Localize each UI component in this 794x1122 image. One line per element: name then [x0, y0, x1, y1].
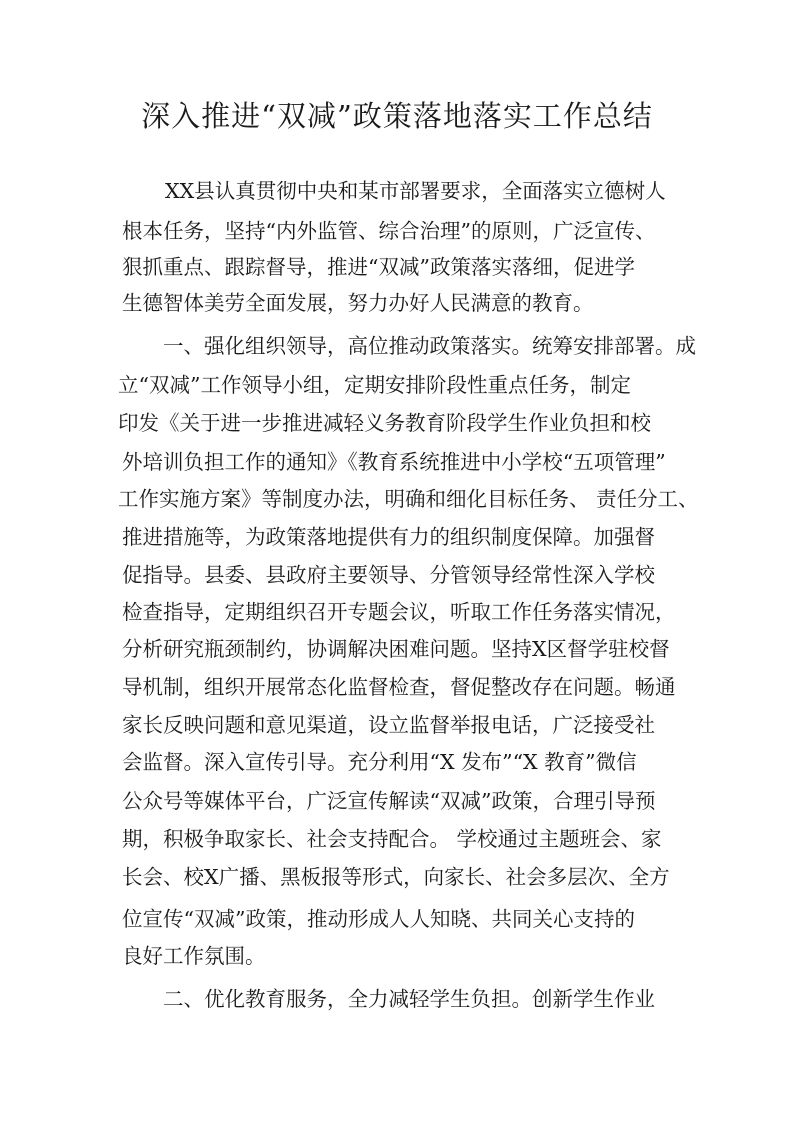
- text-line: 良好工作氛围。: [122, 944, 266, 968]
- text-line: 二、优化教育服务，全力减轻学生负担。创新学生作业: [163, 987, 655, 1011]
- text-line: 分析研究瓶颈制约，协调解决困难问题。坚持X区督学驻校督: [122, 637, 670, 661]
- text-line: 狠抓重点、跟踪督导，推进“双减”政策落实落细，促进学: [122, 255, 635, 279]
- text-line: 长会、校X广播、黑板报等形式，向家长、社会多层次、全方: [122, 865, 670, 889]
- text-line: 促指导。县委、县政府主要领导、分管领导经常性深入学校: [122, 563, 655, 587]
- text-line: 导机制，组织开展常态化监督检查，督促整改存在问题。畅通: [122, 675, 676, 699]
- text-line: 会监督。深入宣传引导。充分利用“X 发布”“X 教育”微信: [122, 750, 637, 774]
- text-line: 家长反映问题和意见渠道，设立监督举报电话，广泛接受社: [122, 713, 655, 737]
- text-line: XX县认真贯彻中央和某市部署要求，全面落实立德树人: [165, 179, 666, 203]
- text-line: 推进措施等，为政策落地提供有力的组织制度保障。加强督: [122, 525, 655, 549]
- document-title: 深入推进“双减”政策落地落实工作总结: [141, 99, 653, 133]
- text-line: 一、强化组织领导，高位推动政策落实。统筹安排部署。成: [163, 334, 696, 358]
- text-line: 工作实施方案》等制度办法，明确和细化目标任务、 责任分工、: [118, 487, 699, 511]
- text-line: 根本任务，坚持“内外监管、综合治理”的原则，广泛宣传、: [122, 219, 656, 243]
- text-line: 立“双减”工作领导小组，定期安排阶段性重点任务，制定: [118, 373, 631, 397]
- text-line: 公众号等媒体平台，广泛宣传解读“双减”政策，合理引导预: [122, 789, 656, 813]
- text-line: 位宣传“双减”政策，推动形成人人知晓、共同关心支持的: [122, 907, 635, 931]
- text-line: 外培训负担工作的通知》《教育系统推进中小学校“五项管理”: [122, 450, 666, 474]
- text-line: 印发《关于进一步推进减轻义务教育阶段学生作业负担和校: [118, 411, 651, 435]
- text-line: 生德智体美劳全面发展，努力办好人民满意的教育。: [122, 291, 594, 315]
- text-line: 期，积极争取家长、社会支持配合。 学校通过主题班会、家: [122, 827, 662, 851]
- text-line: 检查指导，定期组织召开专题会议，听取工作任务落实情况，: [122, 600, 676, 624]
